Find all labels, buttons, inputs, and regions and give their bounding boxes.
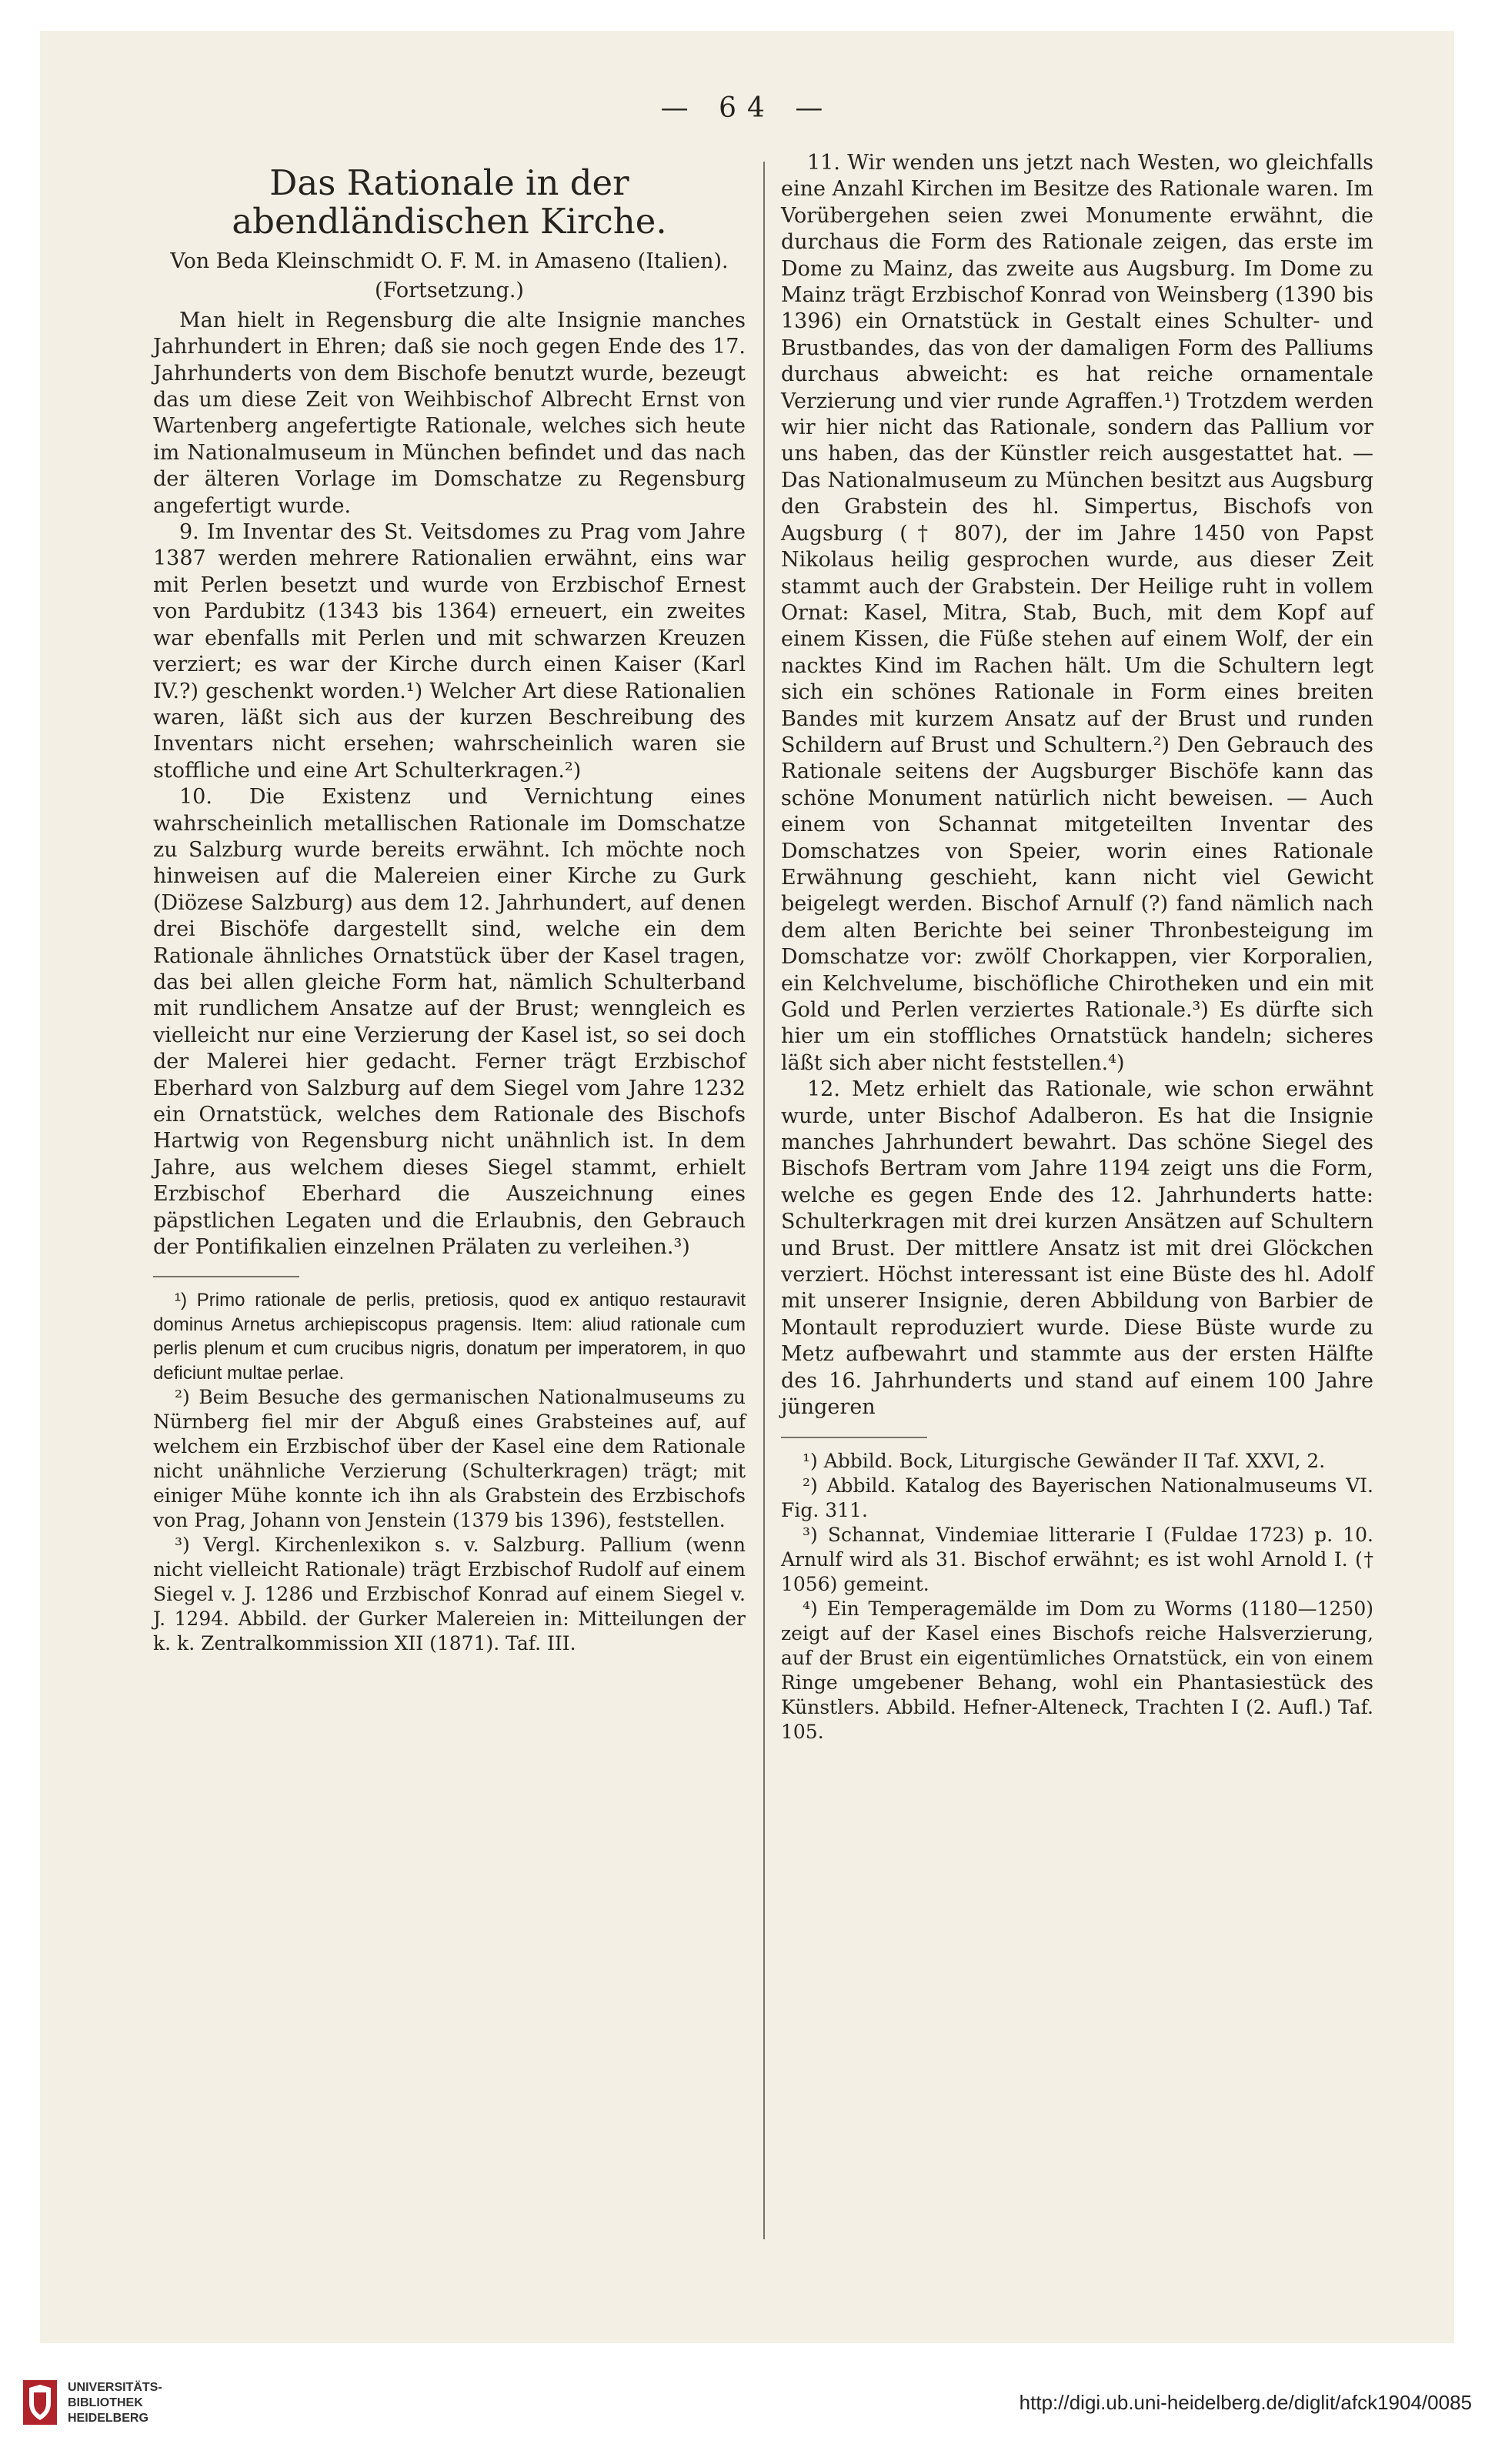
source-url[interactable]: http://digi.ub.uni-heidelberg.de/diglit/afck1904/0085 [1019, 2391, 1472, 2414]
footnote-divider [153, 1276, 299, 1277]
paragraph: Man hielt in Regensburg die alte Insignie manches Jahrhundert in Ehren; daß sie noch gegen Ende des 17. Jahrhunderts von dem Bischofe benutzt wurde, bezeugt das um diese Zeit von Weihbischof Albrecht Ernst von Wartenberg angefertigte Rationale, welches sich heute im Nationalmuseum in München befindet und das nach der älteren Vorlage im Domschatze zu Regensburg angefertigt wurde. [153, 308, 746, 518]
footnote-divider [781, 1437, 927, 1438]
paragraph: 11. Wir wenden uns jetzt nach Westen, wo gleichfalls eine Anzahl Kirchen im Besitze des Rationale waren. Im Vorübergehen seien zwei Monumente erwähnt, die durchaus die Form des Rationale zeigen, das erste im Dome zu Mainz, das zweite aus Augsburg. Im Dome zu Mainz trägt Erzbischof Konrad von Weinsberg (1390 bis 1396) ein Ornatstück in Gestalt eines Schulter- und Brustbandes, das von der damaligen Form des Palliums durchaus abweicht: es hat reiche ornamentale Verzierung und vier runde Agraffen.¹) Trotzdem werden wir hier nicht das Rationale, sondern das Pallium vor uns haben, das der Künstler reich ausgestattet hat. — Das Nationalmuseum zu München besitzt aus Augsburg den Grabstein des hl. Simpertus, Bischofs von Augsburg († 807), der im Jahre 1450 von Papst Nikolaus heilig gesprochen wurde, aus dieser Zeit stammt auch der Grabstein. Der Heilige ruht in vollem Ornat: Kasel, Mitra, Stab, Buch, mit dem Kopf auf einem Kissen, die Füße stehen auf einem Wolf, der ein nacktes Kind im Rachen hält. Um die Schultern legt sich ein schönes Rationale in Form eines breiten Bandes mit kurzem Ansatz auf der Brust und runden Schildern auf Brust und Schultern.²) Den Gebrauch des Rationale seitens der Augsburger Bischöfe kann das schöne Monument natürlich nicht beweisen. — Auch einem von Schannat mitgeteilten Inventar des Domschatzes von Speier, worin eines Rationale Erwähnung geschieht, kann nicht viel Gewicht beigelegt werden. Bischof Arnulf (?) fand nämlich nach dem alten Berichte bei seiner Thronbesteigung im Domschatze vor: zwölf Chorkappen, vier Korporalien, ein Kelchvelume, bischöfliche Chirotheken und ein mit Gold und Perlen verziertes Rationale.³) Es dürfte sich hier um ein stoffliches Ornatstück handeln; sicheres läßt sich aber nicht feststellen.⁴) [781, 151, 1373, 1075]
paragraph: 12. Metz erhielt das Rationale, wie schon erwähnt wurde, unter Bischof Adalberon. Es hat die Insignie manches Jahrhundert bewahrt. Das schöne Siegel des Bischofs Bertram vom Jahre 1194 zeigt uns die Form, welche es gegen Ende des 12. Jahrhunderts hatte: Schulterkragen mit drei kurzen Ansätzen auf Schultern und Brust. Der mittlere Ansatz ist mit drei Glöckchen verziert. Höchst interessant ist eine Büste des hl. Adolf mit unserer Insignie, deren Abbildung von Barbier de Montault reproduziert wurde. Diese Büste wurde zu Metz aufbewahrt und stammte aus der ersten Hälfte des 16. Jahrhunderts und stand auf einem 100 Jahre jüngeren [781, 1077, 1373, 1420]
footnote: ³) Schannat, Vindemiae litterarie I (Fuldae 1723) p. 10. Arnulf wird als 31. Bischof erwähnt; es ist wohl Arnold I. († 1056) gemeint. [781, 1523, 1373, 1595]
library-logo-icon [23, 2380, 57, 2425]
footnote: ⁴) Ein Temperagemälde im Dom zu Worms (1180—1250) zeigt auf der Kasel eines Bischofs reiche Halsverzierung, auf der Brust ein eigentümliches Ornatstück, ein von einem Ringe umgebener Behang, wohl ein Phantasiestück des Künstlers. Abbild. Hefner-Alteneck, Trachten I (2. Aufl.) Taf. 105. [781, 1597, 1373, 1743]
library-logo-text: UNIVERSITÄTS- BIBLIOTHEK HEIDELBERG [68, 2381, 162, 2425]
footnote: ²) Beim Besuche des germanischen Nationalmuseums zu Nürnberg fiel mir der Abguß eines Grabsteines auf, auf welchem ein Erzbischof über der Kasel eine dem Rationale nicht unähnliche Verzierung (Schulterkragen) trägt; mit einiger Mühe konnte ich ihn als Grabstein des Erzbischofs von Prag, Johann von Jenstein (1379 bis 1396), feststellen. [153, 1386, 746, 1532]
footnote: ¹) Abbild. Bock, Liturgische Gewänder II Taf. XXVI, 2. [803, 1449, 1326, 1472]
footnotes-right [781, 1449, 1373, 1744]
right-column [781, 150, 1373, 1744]
footnotes-left [153, 1288, 746, 1656]
byline: Von Beda Kleinschmidt O. F. M. in Amaseno (Italien). [170, 249, 729, 273]
scanned-page [40, 31, 1454, 2343]
article-title: Das Rationale in der abendländischen Kirche. [232, 162, 667, 242]
paragraph: 10. Die Existenz und Vernichtung eines wahrscheinlich metallischen Rationale im Domschatze zu Salzburg wurde bereits erwähnt. Ich möchte noch hinweisen auf die Malereien einer Kirche zu Gurk (Diözese Salzburg) aus dem 12. Jahrhundert, auf denen drei Bischöfe dargestellt sind, welche ein dem Rationale ähnliches Ornatstück über der Kasel tragen, das bei allen gleiche Form hat, nämlich Schulterband mit rundlichem Ansatze auf der Brust; wenngleich es vielleicht nur eine Verzierung der Kasel ist, so sei doch der Malerei hier gedacht. Ferner trägt Erzbischof Eberhard von Salzburg auf dem Siegel vom Jahre 1232 ein Ornatstück, welches dem Rationale des Bischofs Hartwig von Regensburg nicht unähnlich ist. In dem Jahre, aus welchem dieses Siegel stammt, erhielt Erzbischof Eberhard die Auszeichnung eines päpstlichen Legaten und die Erlaubnis, den Gebrauch der Pontifikalien einzelnen Prälaten zu verleihen.³) [153, 785, 746, 1260]
footnote: ³) Vergl. Kirchenlexikon s. v. Salzburg. Pallium (wenn nicht vielleicht Rationale) trägt Erzbischof Rudolf auf einem Siegel v. J. 1286 und Erzbischof Konrad auf einem Siegel v. J. 1294. Abbild. der Gurker Malereien in: Mitteilungen der k. k. Zentralkommission XII (1871). Taf. III. [153, 1534, 746, 1655]
page-number: — 64 — [660, 92, 834, 124]
footnote: ²) Abbild. Katalog des Bayerischen Nationalmuseums VI. Fig. 311. [781, 1474, 1373, 1521]
footnote: ¹) Primo rationale de perlis, pretiosis, quod ex antiquo restauravit dominus Arnetus archiepiscopus pragensis. Item: aliud rationale cum perlis plenum et cum crucibus nigris, donatum per imperatorem, in quo deficiunt multae perlae. [153, 1290, 746, 1384]
footer-bar [0, 2343, 1495, 2464]
column-divider [763, 162, 765, 2239]
paragraph: 9. Im Inventar des St. Veitsdomes zu Prag vom Jahre 1387 werden mehrere Rationalien erwähnt, eins war mit Perlen besetzt und wurde von Erzbischof Ernest von Pardubitz (1343 bis 1364) erneuert, ein zweites war ebenfalls mit Perlen und mit schwarzen Kreuzen verziert; es war der Kirche durch einen Kaiser (Karl IV.?) geschenkt worden.¹) Welcher Art diese Rationalien waren, läßt sich aus der kurzen Beschreibung des Inventars nicht ersehen; wahrscheinlich waren sie stoffliche und eine Art Schulterkragen.²) [153, 520, 746, 783]
continuation-note: (Fortsetzung.) [375, 279, 524, 303]
left-column [153, 150, 746, 1656]
